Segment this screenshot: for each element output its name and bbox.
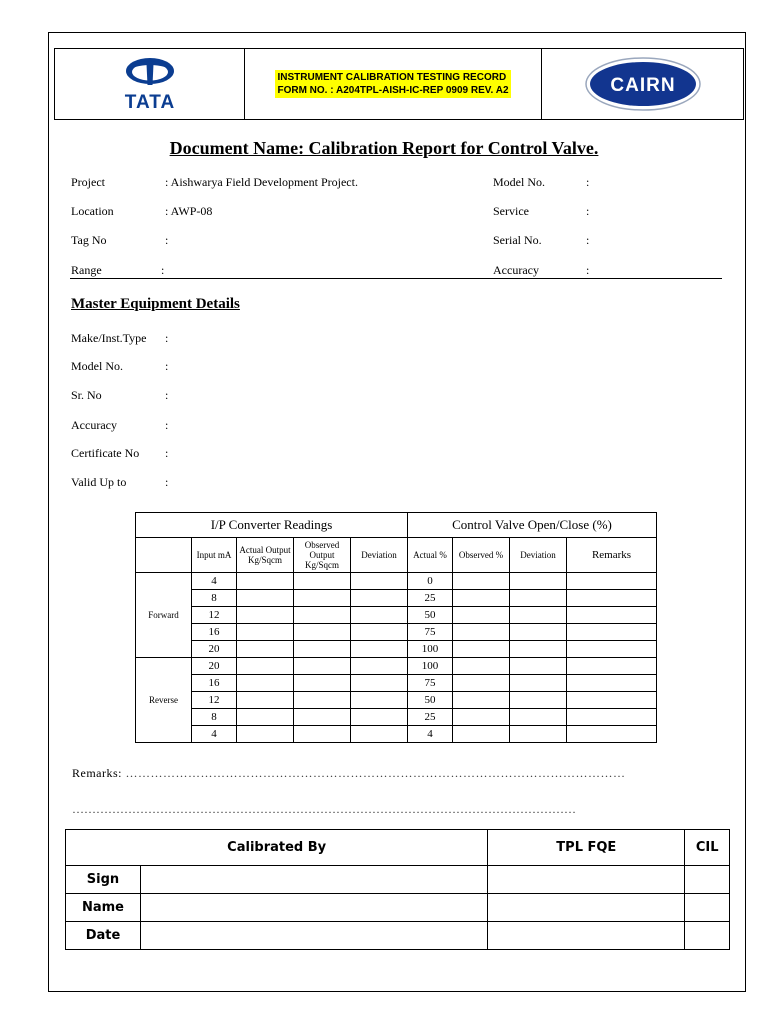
- input-cell: 8: [192, 590, 237, 607]
- actual-pct-cell: 25: [408, 709, 453, 726]
- document-title: [0, 138, 768, 159]
- remarks-label: Remarks:: [72, 766, 122, 780]
- location-value: : AWP-08: [165, 204, 213, 218]
- form-title-cell: [245, 49, 542, 119]
- master-field-label: Valid Up to: [71, 475, 127, 489]
- readings-table: [135, 512, 657, 743]
- input-cell: 4: [192, 726, 237, 743]
- sign-field: [685, 866, 730, 894]
- date-label: Date: [66, 922, 141, 950]
- remarks-dots: …………………………………………………………………………………………………………: [125, 766, 626, 780]
- input-cell: 4: [192, 573, 237, 590]
- form-number-line: [277, 84, 508, 97]
- actual-pct-cell: 25: [408, 590, 453, 607]
- cell: [351, 607, 408, 624]
- table-row: [136, 590, 657, 607]
- cell: [567, 641, 657, 658]
- form-header: [54, 48, 744, 120]
- cell: [567, 709, 657, 726]
- remarks-dots-line2: ………………………………………………………………………………………………………………: [72, 802, 576, 816]
- project-label: Project: [71, 175, 105, 189]
- cell: [294, 658, 351, 675]
- cell: [237, 709, 294, 726]
- cell: [351, 675, 408, 692]
- cell: [294, 641, 351, 658]
- master-field-label: Sr. No: [71, 388, 102, 402]
- document-title-text: Document Name: Calibration Report for Control Valve.: [169, 138, 599, 158]
- rev-label: REV.: [470, 85, 494, 96]
- cell: [237, 590, 294, 607]
- calibrated-by-header: Calibrated By: [66, 830, 488, 866]
- cell: [453, 692, 510, 709]
- cell: [294, 573, 351, 590]
- actual-pct-cell: 0: [408, 573, 453, 590]
- tata-logo: [55, 49, 245, 119]
- cell: [567, 607, 657, 624]
- date-field: [488, 922, 685, 950]
- cell: [237, 675, 294, 692]
- name-field: [685, 894, 730, 922]
- cell: [237, 624, 294, 641]
- master-field-label: Make/Inst.Type: [71, 331, 147, 345]
- input-ma-header: Input mA: [192, 538, 237, 573]
- table-row: [136, 692, 657, 709]
- forward-label: Forward: [136, 573, 192, 658]
- actual-pct-cell: 75: [408, 624, 453, 641]
- name-field: [141, 894, 488, 922]
- master-section-title: Master Equipment Details: [71, 296, 240, 312]
- cell: [351, 590, 408, 607]
- master-field-value: :: [165, 388, 169, 402]
- cell: [294, 590, 351, 607]
- master-field-label: Certificate No: [71, 446, 140, 460]
- cell: [294, 692, 351, 709]
- form-number: A204TPL-AISH-IC-REP 0909: [336, 85, 469, 96]
- sign-row: [66, 866, 730, 894]
- cairn-logo-icon: [584, 56, 702, 112]
- name-label: Name: [66, 894, 141, 922]
- cell: [567, 675, 657, 692]
- cell: [510, 692, 567, 709]
- cell: [237, 573, 294, 590]
- actual-pct-cell: 4: [408, 726, 453, 743]
- cell: [237, 641, 294, 658]
- cell: [453, 726, 510, 743]
- service-value: :: [586, 204, 590, 218]
- master-field-value: :: [165, 475, 169, 489]
- master-field-label: Model No.: [71, 359, 123, 373]
- actual-pct-header: Actual %: [408, 538, 453, 573]
- cell: [351, 573, 408, 590]
- cell: [294, 624, 351, 641]
- cell: [567, 624, 657, 641]
- cell: [294, 607, 351, 624]
- location-label: Location: [71, 204, 114, 218]
- cell: [351, 692, 408, 709]
- cell: [237, 692, 294, 709]
- remarks-line: [72, 766, 626, 781]
- sign-field: [141, 866, 488, 894]
- cell: [453, 573, 510, 590]
- input-cell: 8: [192, 709, 237, 726]
- cell: [351, 709, 408, 726]
- cell: [510, 624, 567, 641]
- input-cell: 12: [192, 607, 237, 624]
- ip-converter-header: I/P Converter Readings: [136, 513, 408, 538]
- name-field: [488, 894, 685, 922]
- cell: [567, 573, 657, 590]
- divider: [70, 278, 722, 279]
- input-cell: 16: [192, 624, 237, 641]
- table-row: [136, 573, 657, 590]
- cell: [351, 726, 408, 743]
- observed-output-header: Observed Output Kg/Sqcm: [294, 538, 351, 573]
- cell: [237, 726, 294, 743]
- service-label: Service: [493, 204, 529, 218]
- table-row: [136, 641, 657, 658]
- cil-header: CIL: [685, 830, 730, 866]
- model-value: :: [586, 175, 590, 189]
- date-field: [141, 922, 488, 950]
- input-cell: 20: [192, 641, 237, 658]
- tag-label: Tag No: [71, 233, 107, 247]
- cell: [567, 658, 657, 675]
- model-label: Model No.: [493, 175, 545, 189]
- cell: [351, 624, 408, 641]
- cell: [294, 675, 351, 692]
- signoff-table: [65, 829, 730, 950]
- cell: [510, 641, 567, 658]
- master-field-value: :: [165, 418, 169, 432]
- cell: [351, 658, 408, 675]
- tata-logo-icon: [110, 55, 190, 113]
- form-title: INSTRUMENT CALIBRATION TESTING RECORD: [277, 72, 507, 83]
- actual-pct-cell: 50: [408, 692, 453, 709]
- name-row: [66, 894, 730, 922]
- accuracy-label: Accuracy: [493, 263, 539, 277]
- tata-wordmark: TATA: [124, 92, 175, 113]
- cell: [351, 641, 408, 658]
- accuracy-value: :: [586, 263, 590, 277]
- cell: [294, 726, 351, 743]
- table-row: [136, 624, 657, 641]
- cell: [510, 675, 567, 692]
- rev-value: A2: [495, 85, 509, 96]
- tag-value: :: [165, 233, 169, 247]
- cell: [510, 607, 567, 624]
- reverse-label: Reverse: [136, 658, 192, 743]
- cell: [453, 675, 510, 692]
- serial-value: :: [586, 233, 590, 247]
- range-label: Range: [71, 263, 102, 277]
- tpl-fqe-header: TPL FQE: [488, 830, 685, 866]
- sign-field: [488, 866, 685, 894]
- table-row: [136, 607, 657, 624]
- date-field: [685, 922, 730, 950]
- cell: [510, 658, 567, 675]
- deviation2-header: Deviation: [510, 538, 567, 573]
- deviation-header: Deviation: [351, 538, 408, 573]
- cell: [294, 709, 351, 726]
- control-valve-header: Control Valve Open/Close (%): [408, 513, 657, 538]
- cell: [567, 692, 657, 709]
- table-row: [136, 675, 657, 692]
- cell: [510, 709, 567, 726]
- master-field-value: :: [165, 359, 169, 373]
- form-title-highlight: [275, 70, 510, 98]
- cell: [567, 726, 657, 743]
- cell: [567, 590, 657, 607]
- observed-pct-header: Observed %: [453, 538, 510, 573]
- cell: [510, 726, 567, 743]
- actual-pct-cell: 100: [408, 658, 453, 675]
- master-field-label: Accuracy: [71, 418, 117, 432]
- input-cell: 20: [192, 658, 237, 675]
- date-row: [66, 922, 730, 950]
- actual-pct-cell: 75: [408, 675, 453, 692]
- cell: [510, 590, 567, 607]
- cairn-wordmark: CAIRN: [609, 75, 676, 96]
- remarks-header: Remarks: [567, 538, 657, 573]
- table-row: [136, 709, 657, 726]
- direction-col-header: [136, 538, 192, 573]
- cell: [453, 590, 510, 607]
- input-cell: 12: [192, 692, 237, 709]
- range-value: :: [161, 263, 165, 277]
- actual-pct-cell: 100: [408, 641, 453, 658]
- cell: [453, 658, 510, 675]
- cell: [510, 573, 567, 590]
- actual-pct-cell: 50: [408, 607, 453, 624]
- project-value: : Aishwarya Field Development Project.: [165, 175, 358, 189]
- cairn-logo: [542, 49, 743, 119]
- sign-label: Sign: [66, 866, 141, 894]
- master-field-value: :: [165, 331, 169, 345]
- cell: [453, 624, 510, 641]
- serial-label: Serial No.: [493, 233, 542, 247]
- table-row: [136, 726, 657, 743]
- form-number-label: FORM NO. :: [277, 85, 334, 96]
- cell: [453, 641, 510, 658]
- actual-output-header: Actual Output Kg/Sqcm: [237, 538, 294, 573]
- input-cell: 16: [192, 675, 237, 692]
- cell: [453, 709, 510, 726]
- cell: [237, 658, 294, 675]
- master-field-value: :: [165, 446, 169, 460]
- table-row: [136, 658, 657, 675]
- cell: [237, 607, 294, 624]
- cell: [453, 607, 510, 624]
